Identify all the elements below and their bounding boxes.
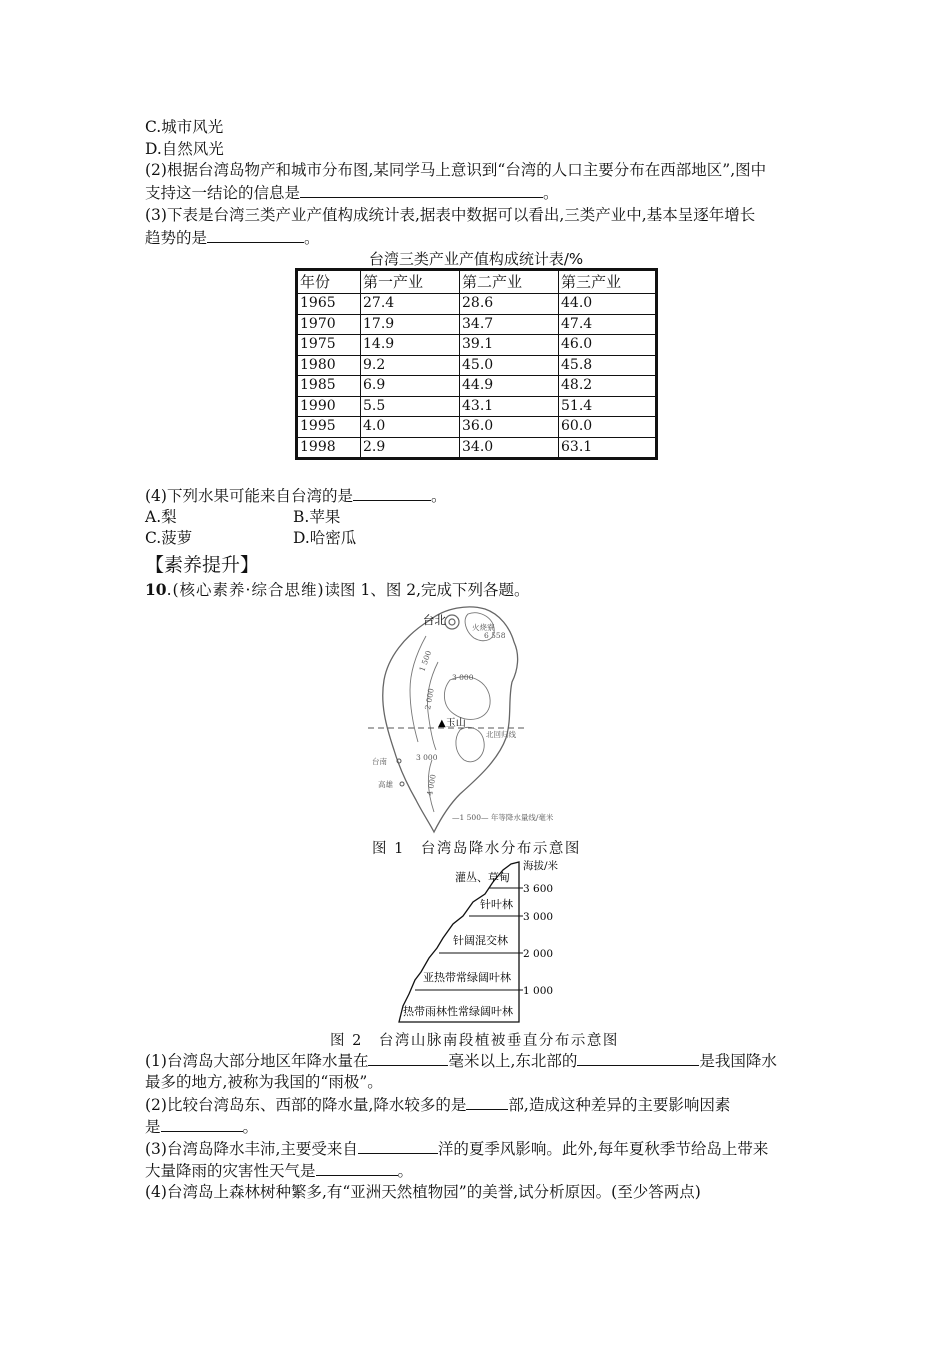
table-header-cell: 年份 [297,270,361,294]
answer-blank[interactable] [300,182,543,198]
answer-blank[interactable] [466,1094,508,1110]
map-label-6558: 6 558 [484,631,506,640]
q10-2-text-a: (2)比较台湾岛东、西部的降水量,降水较多的是 [145,1096,467,1114]
table-cell: 36.0 [460,417,559,438]
section-heading: 【素养提升】 [145,554,260,576]
table-cell: 1990 [297,396,361,417]
taiwan-rainfall-map [360,600,600,836]
table-row [297,294,657,315]
table-cell: 34.7 [460,314,559,335]
q10-1-line2: 最多的地方,被称为我国的“雨极”。 [145,1073,383,1091]
answer-blank[interactable] [358,1138,438,1154]
map-label-3000-south: 3 000 [416,753,438,762]
tick-label: 3 000 [523,911,554,923]
zone-label: 灌丛、草甸 [455,871,510,884]
table-cell: 4.0 [361,417,460,438]
q10-1-text-b: 毫米以上,东北部的 [448,1052,578,1070]
q10-3-text-b: 洋的夏季风影响。此外,每年夏秋季节给岛上带来 [437,1140,769,1158]
map-label-taipei: 台北 [423,613,446,627]
answer-blank[interactable] [368,1050,448,1066]
q10-2-end: 。 [242,1118,259,1136]
q10-number: 10 [145,580,167,599]
q3-line2-text: 趋势的是 [145,229,208,247]
table-cell: 1985 [297,376,361,397]
table-cell: 45.0 [460,355,559,376]
q10-text: 读图 1、图 2,完成下列各题。 [324,581,530,599]
table-row [297,437,657,459]
map-label-tropic: 北回归线 [486,730,516,739]
table-cell: 9.2 [361,355,460,376]
q3-line1: (3)下表是台湾三类产业产值构成统计表,据表中数据可以看出,三类产业中,基本呈逐年增长 [145,206,756,224]
table-cell: 44.9 [460,376,559,397]
table-row [297,417,657,438]
table-row [297,396,657,417]
q10-3-line1 [145,1138,768,1159]
q10-2-line2-text: 是 [145,1118,161,1136]
figure1-caption: 图 1 台湾岛降水分布示意图 [372,841,581,857]
axis-title: 海拔/米 [523,860,559,872]
table-cell: 6.9 [361,376,460,397]
q2-line1: (2)根据台湾岛物产和城市分布图,某同学马上意识到“台湾的人口主要分布在西部地区”,图中 [145,161,767,179]
table-cell: 51.4 [559,396,657,417]
table-row [297,335,657,356]
q10-2-line1 [145,1094,730,1115]
table-cell: 2.9 [361,437,460,459]
table-cell: 44.0 [559,294,657,315]
option-b: B.苹果 [293,508,341,526]
table-header-row [297,270,657,294]
table-cell: 28.6 [460,294,559,315]
table-cell: 1980 [297,355,361,376]
q10-4-line: (4)台湾岛上森林树种繁多,有“亚洲天然植物园”的美誉,试分析原因。(至少答两点) [145,1183,701,1201]
q10-1-line1 [145,1050,777,1071]
tick-label: 1 000 [523,985,554,997]
table-cell: 1998 [297,437,361,459]
table-cell: 39.1 [460,335,559,356]
map-label-2000: 2 000 [423,687,436,711]
q10-3-line2 [145,1160,413,1181]
table-row [297,376,657,397]
table-cell: 14.9 [361,335,460,356]
q3-end: 。 [304,229,320,247]
answer-blank[interactable] [161,1116,243,1132]
table-cell: 47.4 [559,314,657,335]
table-row [297,355,657,376]
map-label-1500: 1 500 [417,649,434,673]
q10-3-end: 。 [397,1162,414,1180]
zone-label: 热带雨林性常绿阔叶林 [403,1005,513,1018]
map-label-3000-north: 3 000 [452,673,474,682]
table-header-cell: 第三产业 [559,270,657,294]
table-cell: 27.4 [361,294,460,315]
table-cell: 5.5 [361,396,460,417]
table-row [297,314,657,335]
q2-line2 [145,182,559,203]
q10-line [145,580,530,600]
table-cell: 1965 [297,294,361,315]
table-cell: 1970 [297,314,361,335]
map-label-4000: 4 000 [425,773,438,797]
answer-blank[interactable] [353,485,431,501]
table-cell: 45.8 [559,355,657,376]
table-cell: 60.0 [559,417,657,438]
table-title: 台湾三类产业产值构成统计表/% [368,250,584,268]
q4-text: (4)下列水果可能来自台湾的是 [145,487,353,505]
zone-label: 针叶林 [480,898,513,911]
q2-line2-text: 支持这一结论的信息是 [145,184,301,202]
q10-2-line2 [145,1116,258,1137]
answer-blank[interactable] [577,1050,699,1066]
industry-table [295,268,658,460]
tick-label: 2 000 [523,948,554,960]
tick-label: 3 600 [523,883,554,895]
table-cell: 63.1 [559,437,657,459]
option-d: D.哈密瓜 [293,529,357,547]
q10-1-text-a: (1)台湾岛大部分地区年降水量在 [145,1052,369,1070]
map-legend: —1 500— 年等降水量线/毫米 [452,813,554,822]
q4-line [145,485,446,506]
vegetation-zonation-diagram [385,856,585,1026]
kaohsiung-dot [400,782,404,786]
q10-2-text-b: 部,造成这种差异的主要影响因素 [508,1096,731,1114]
table-cell: 43.1 [460,396,559,417]
option-a: A.梨 [145,508,177,526]
q10-1-text-c: 是我国降水 [699,1052,777,1070]
q10-tag: .(核心素养·综合思维) [166,581,325,599]
q10-3-text-a: (3)台湾岛降水丰沛,主要受来自 [145,1140,358,1158]
table-cell: 46.0 [559,335,657,356]
q3-line2 [145,227,320,248]
map-label-yushan: ▲玉山 [438,718,466,729]
answer-blank[interactable] [207,227,304,243]
map-label-huoshaoliao: 火烧寮 [472,623,495,632]
option-c: C.菠萝 [145,529,193,547]
table-cell: 1995 [297,417,361,438]
option-d-natural-scenery: D.自然风光 [145,140,224,158]
table-header-cell: 第一产业 [361,270,460,294]
q4-options-row1 [145,507,177,527]
zone-label: 针阔混交林 [453,934,508,947]
answer-blank[interactable] [316,1160,398,1176]
q4-options-row2 [145,528,192,548]
q2-end: 。 [543,184,559,202]
table-cell: 48.2 [559,376,657,397]
q4-end: 。 [430,487,447,505]
map-label-kaohsiung: 高雄 [378,780,393,789]
q10-3-line2-text: 大量降雨的灾害性天气是 [145,1162,316,1180]
table-cell: 1975 [297,335,361,356]
zone-label: 亚热带常绿阔叶林 [423,971,511,984]
table-header-cell: 第二产业 [460,270,559,294]
table-cell: 17.9 [361,314,460,335]
table-cell: 34.0 [460,437,559,459]
figure2-caption: 图 2 台湾山脉南段植被垂直分布示意图 [330,1033,619,1049]
map-label-tainan: 台南 [372,757,387,766]
option-c-city-scenery: C.城市风光 [145,118,224,136]
